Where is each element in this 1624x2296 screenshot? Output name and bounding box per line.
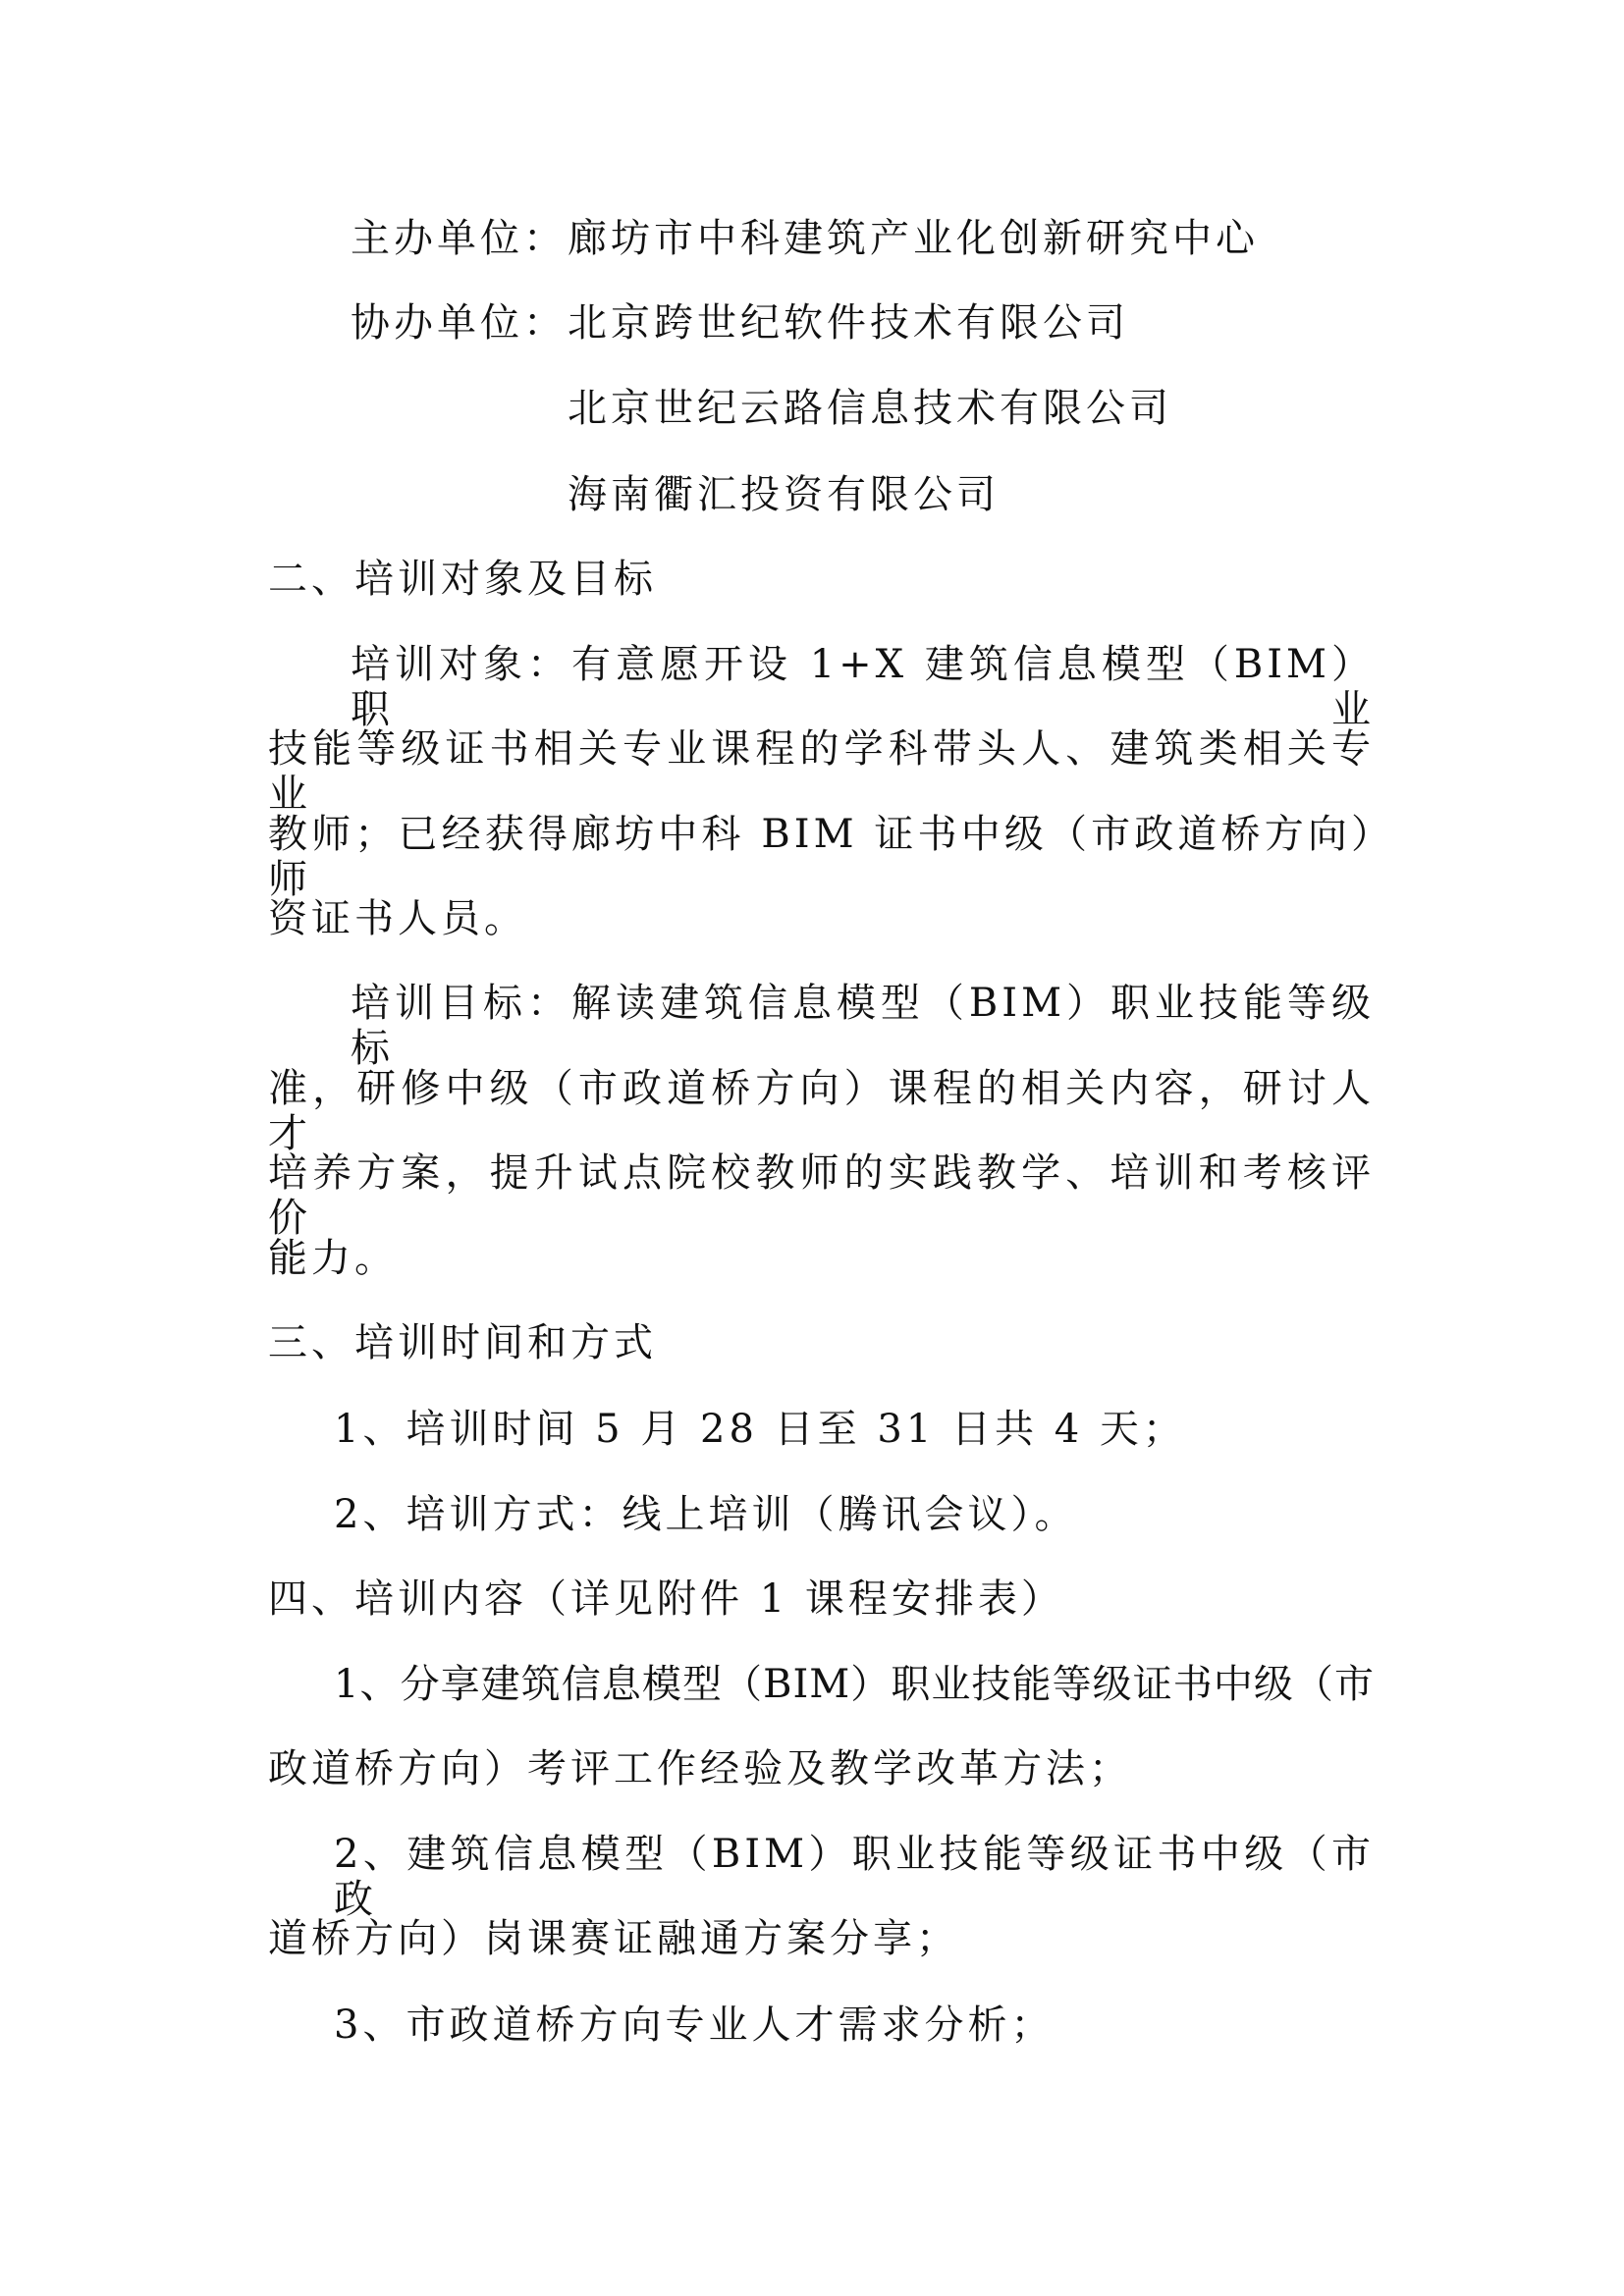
paragraph-line: 培训对象：有意愿开设 1+X 建筑信息模型（BIM）职业 xyxy=(351,642,1375,732)
paragraph-line: 能力。 xyxy=(268,1236,398,1281)
section-heading: 四、培训内容（详见附件 1 课程安排表） xyxy=(268,1576,1064,1622)
section-heading: 二、培训对象及目标 xyxy=(268,557,657,602)
host-organization: 廊坊市中科建筑产业化创新研究中心 xyxy=(568,216,1259,261)
co-host-label: 协办单位： xyxy=(351,300,567,346)
section-heading: 三、培训时间和方式 xyxy=(268,1320,657,1365)
list-item: 2、建筑信息模型（BIM）职业技能等级证书中级（市政 xyxy=(334,1832,1375,1922)
list-item: 1、分享建筑信息模型（BIM）职业技能等级证书中级（市 xyxy=(334,1662,1375,1707)
list-item: 1、培训时间 5 月 28 日至 31 日共 4 天； xyxy=(334,1407,1186,1452)
host-label: 主办单位： xyxy=(351,216,567,261)
list-item: 3、市政道桥方向专业人才需求分析； xyxy=(334,2002,1055,2048)
list-item-continuation: 政道桥方向）考评工作经验及教学改革方法； xyxy=(268,1746,1132,1791)
paragraph-line: 培训目标：解读建筑信息模型（BIM）职业技能等级标 xyxy=(351,981,1375,1071)
list-item: 2、培训方式：线上培训（腾讯会议）。 xyxy=(334,1492,1078,1537)
co-host-organization: 北京跨世纪软件技术有限公司 xyxy=(568,300,1129,346)
co-host-organization: 海南衢汇投资有限公司 xyxy=(568,472,1000,517)
paragraph-line: 技能等级证书相关专业课程的学科带头人、建筑类相关专业 xyxy=(268,726,1375,817)
co-host-organization: 北京世纪云路信息技术有限公司 xyxy=(568,386,1172,431)
paragraph-line: 资证书人员。 xyxy=(268,896,527,941)
paragraph-line: 培养方案，提升试点院校教师的实践教学、培训和考核评价 xyxy=(268,1150,1375,1241)
paragraph-line: 教师；已经获得廊坊中科 BIM 证书中级（市政道桥方向）师 xyxy=(268,812,1375,902)
paragraph-line: 准，研修中级（市政道桥方向）课程的相关内容，研讨人才 xyxy=(268,1066,1375,1156)
list-item-continuation: 道桥方向）岗课赛证融通方案分享； xyxy=(268,1916,959,1961)
